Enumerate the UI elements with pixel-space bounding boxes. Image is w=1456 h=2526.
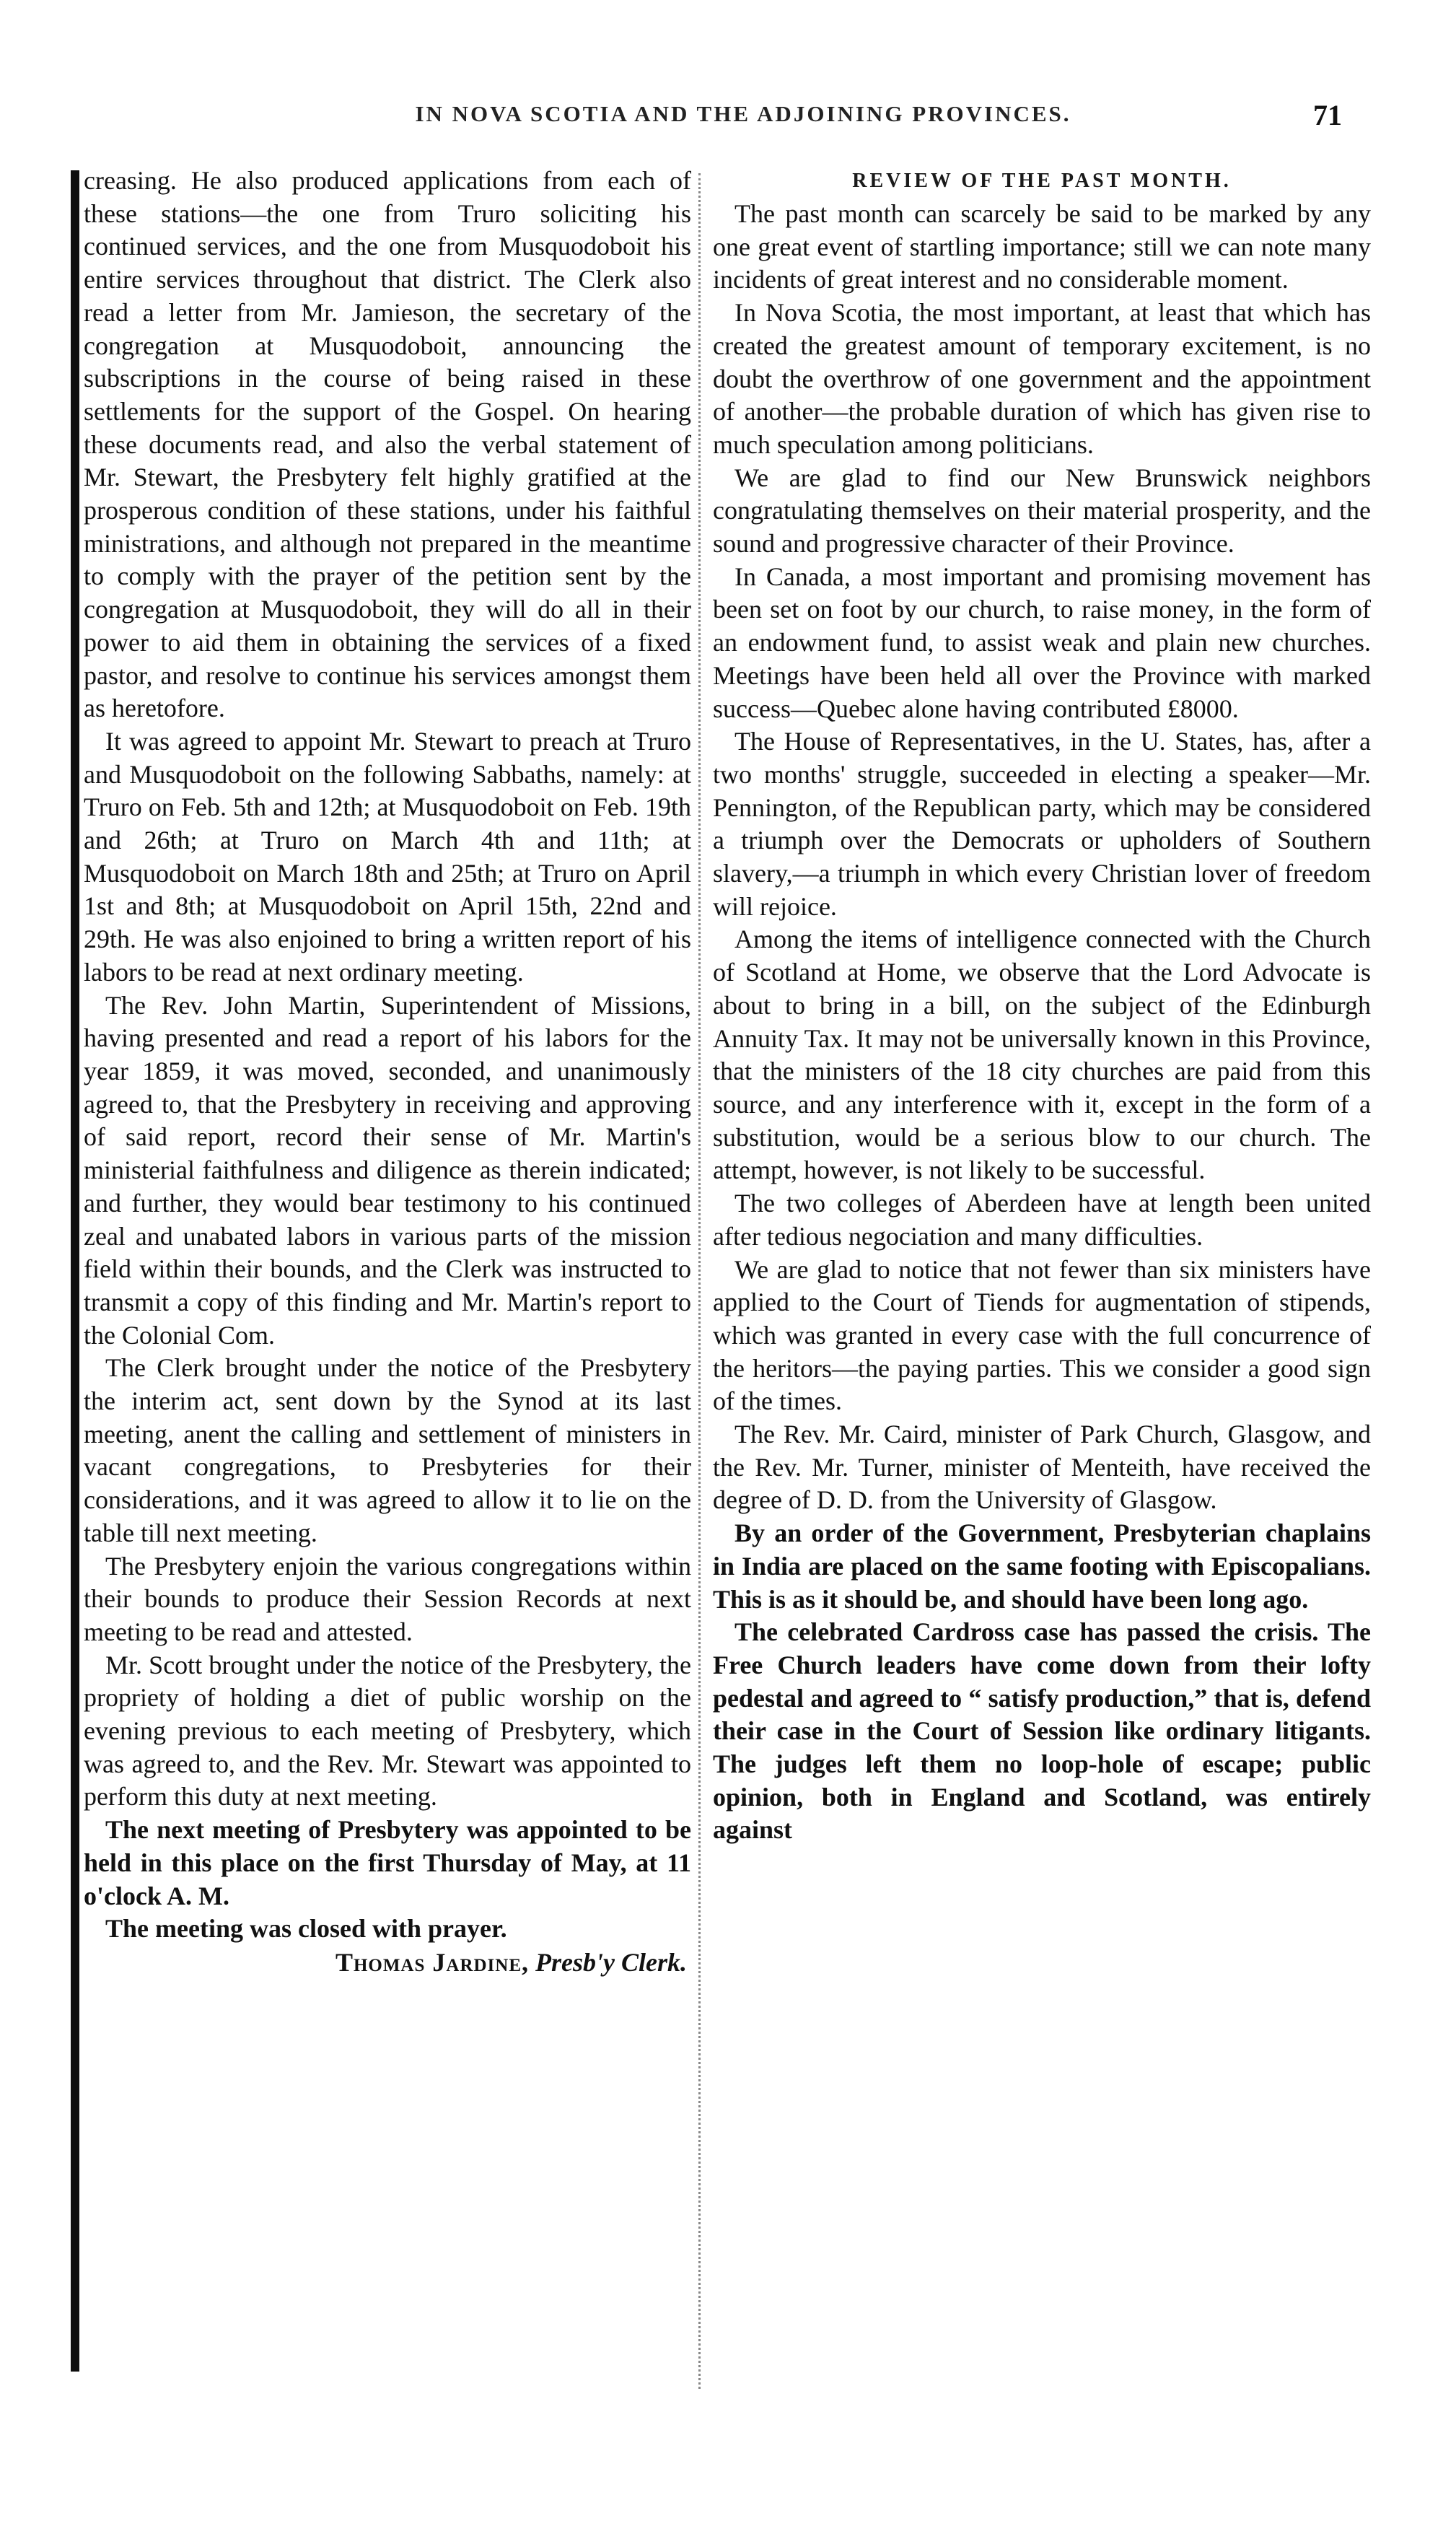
running-title: IN NOVA SCOTIA AND THE ADJOINING PROVINCES. [415,101,1071,126]
paragraph: The past month can scarcely be said to be marked by any one great event of startling importance; still we can note many incidents of great interest and no considerable moment. [713,199,1371,294]
paragraph: We are glad to notice that not fewer than six ministers have applied to the Court of Tiends for augmentation of stipends, which was granted in every case with the full concurrence of the heritors—the paying parties. This we consider a good sign of the times. [713,1254,1371,1416]
section-heading: REVIEW OF THE PAST MONTH. [852,170,1232,192]
paragraph: The Presbytery enjoin the various congregations within their bounds to produce their Session Records at next meeting to be read and attested. [84,1551,691,1646]
paragraph: In Nova Scotia, the most important, at least that which has created the greatest amount of temporary excitement, is no doubt the overthrow of one government and the appointment of another—the probable duration of which has given rise to much speculation among politicians. [713,298,1371,459]
paragraph: In Canada, a most important and promising movement has been set on foot by our church, to raise money, in the form of an endowment fund, to assist weak and plain new churches. Meetings have been held all over the Province with marked success—Quebec alone having contributed £8000. [713,561,1371,723]
paragraph: The Rev. John Martin, Superintendent of Missions, having presented and read a report of his labors for the year 1859, it was moved, seconded, and unanimously agreed to, that the Presbytery in receiving and approving of said report, record their sense of Mr. Martin's ministerial faithfulness and diligence as therein indicated; and further, they would bear testimony to his continued zeal and unabated labors in various parts of the mission field within their bounds, and the Clerk was instructed to transmit a copy of this finding and Mr. Martin's report to the Colonial Com. [84,990,691,1350]
paragraph: By an order of the Government, Presbyterian chaplains in India are placed on the same footing with Episcopalians. This is as it should be, and should have been long ago. [713,1518,1371,1614]
paragraph: The next meeting of Presbytery was appointed to be held in this place on the first Thursday of May, at 11 o'clock A. M. [84,1815,691,1910]
binding-edge-shadow [71,170,79,2372]
paragraph: The two colleges of Aberdeen have at length been united after tedious negociation and many difficulties. [713,1189,1371,1251]
right-column [713,165,1371,2424]
running-header [0,101,1456,144]
column-divider [698,173,701,2389]
paragraph: Among the items of intelligence connected with the Church of Scotland at Home, we observe that the Lord Advocate is about to bring in a bill, on the subject of the Edinburgh Annuity Tax. It may not be universally known in this Province, that the ministers of the 18 city churches are paid from this source, and any interference with it, except in the form of a substitution, would be a serious blow to our church. The attempt, however, is not likely to be successful. [713,925,1371,1185]
signature-title: Presb'y Clerk. [535,1947,687,1977]
left-column [84,165,691,2424]
paragraph: The meeting was closed with prayer. [105,1914,507,1944]
paragraph: The Clerk brought under the notice of the Presbytery the interim act, sent down by the Synod at its last meeting, anent the calling and settlement of ministers in vacant congregations, to Presbyteries for their considerations, and it was agreed to allow it to lie on the table till next meeting. [84,1353,691,1547]
paragraph: It was agreed to appoint Mr. Stewart to preach at Truro and Musquodoboit on the following Sabbaths, namely: at Truro on Feb. 5th and 12th; at Musquodoboit on Feb. 19th and 26th; at Truro on March 4th and 11th; at Musquodoboit on March 18th and 25th; at Truro on April 1st and 8th; at Musquodoboit on April 15th, 22nd and 29th. He was also enjoined to bring a written report of his labors to be read at next ordinary meeting. [84,726,691,987]
paragraph: Mr. Scott brought under the notice of the Presbytery, the propriety of holding a diet of public worship on the evening previous to each meeting of Presbytery, which was agreed to, and the Rev. Mr. Stewart was appointed to perform this duty at next meeting. [84,1650,691,1812]
paragraph: The Rev. Mr. Caird, minister of Park Church, Glasgow, and the Rev. Mr. Turner, minister of Menteith, have received the degree of D. D. from the University of Glasgow. [713,1420,1371,1515]
paragraph: The House of Representatives, in the U. States, has, after a two months' struggle, succeeded in electing a speaker—Mr. Pennington, of the Republican party, which may be considered a triumph over the Democrats or upholders of Southern slavery,—a triumph in which every Christian lover of freedom will rejoice. [713,727,1371,921]
signature [84,1946,691,1979]
paragraph: We are glad to find our New Brunswick neighbors congratulating themselves on their material prosperity, and the sound and progressive character of their Province. [713,463,1371,559]
signature-name: Thomas Jardine, [335,1947,530,1977]
paragraph: The celebrated Cardross case has passed the crisis. The Free Church leaders have come down from their lofty pedestal and agreed to “ satisfy production,” that is, defend their case in the Court of Session like ordinary litigants. The judges left them no loop-hole of escape; public opinion, both in England and Scotland, was entirely against [713,1617,1371,1845]
page-number: 71 [1313,99,1342,131]
paragraph: creasing. He also produced applications from each of these stations—the one from Truro soliciting his continued services, and the one from Musquodoboit his entire services throughout that district. The Clerk also read a letter from Mr. Jamieson, the secretary of the congregation at Musquodoboit, announcing the subscriptions in the course of being raised in these settlements for the support of the Gospel. On hearing these documents read, and also the verbal statement of Mr. Stewart, the Presbytery felt highly gratified at the prosperous condition of these stations, under his faithful ministrations, and although not prepared in the meantime to comply with the prayer of the petition sent by the congregation at Musquodoboit, they will do all in their power to aid them in obtaining the services of a fixed pastor, and resolve to continue his services amongst them as heretofore. [84,166,691,723]
